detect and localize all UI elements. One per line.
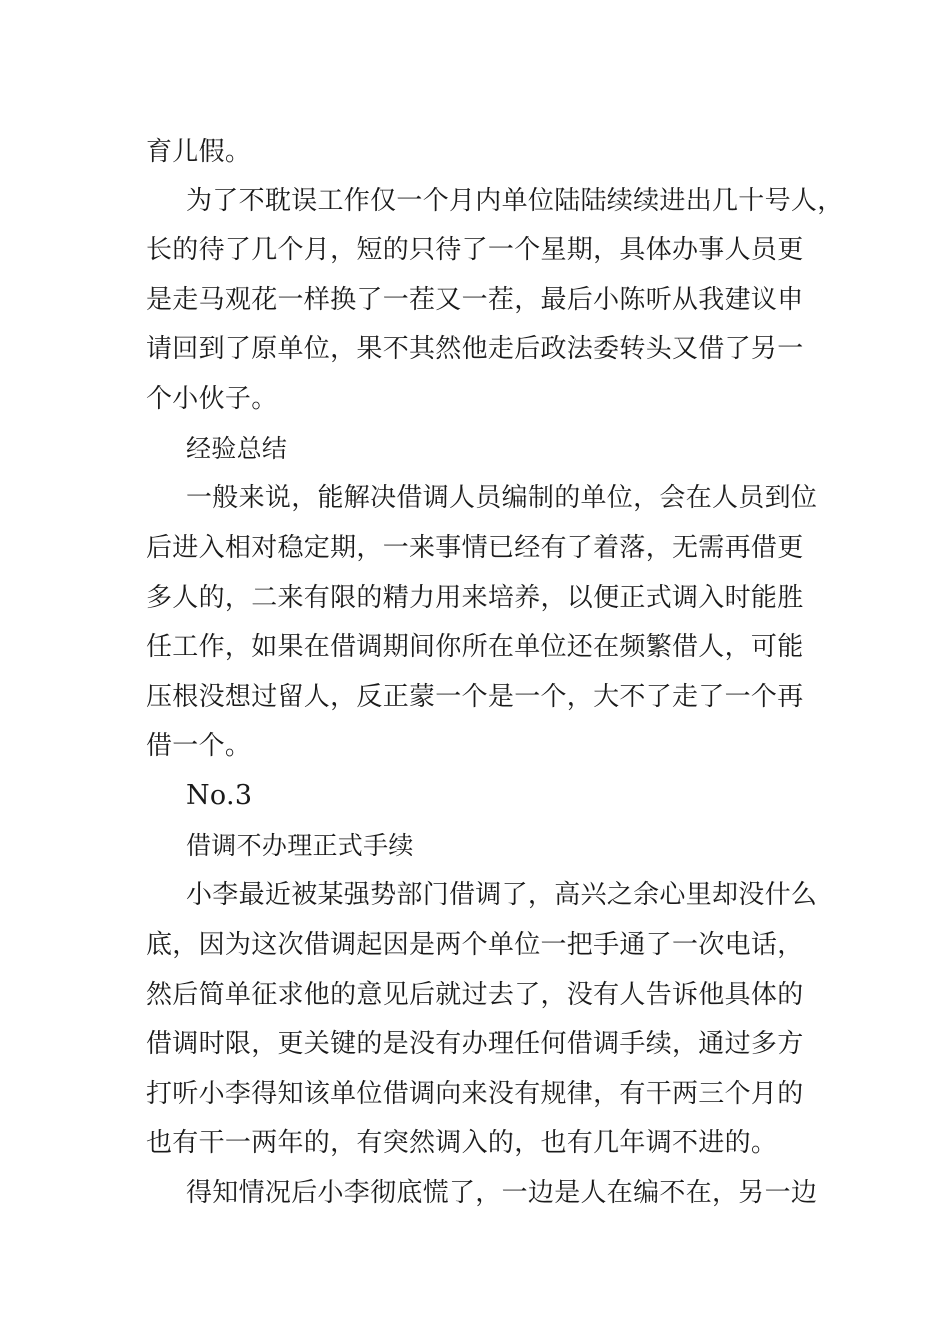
section-heading: 借调不办理正式手续 [186, 831, 414, 860]
text-line: 育儿假。 [146, 137, 252, 167]
section-heading: 经验总结 [186, 434, 288, 463]
text-line: 长的待了几个月，短的只待了一个星期，具体办事人员更 [146, 235, 804, 265]
text-line: 为了不耽误工作仅一个月内单位陆陆续续进出几十号人， [186, 186, 844, 216]
text-line: 小李最近被某强势部门借调了，高兴之余心里却没什么 [186, 880, 818, 910]
text-line: 个小伙子。 [146, 384, 278, 414]
text-line: 是走马观花一样换了一茬又一茬，最后小陈听从我建议申 [146, 285, 804, 315]
text-line: 任工作，如果在借调期间你所在单位还在频繁借人，可能 [146, 632, 804, 662]
text-line: 请回到了原单位，果不其然他走后政法委转头又借了另一 [146, 334, 804, 364]
text-line: 后进入相对稳定期，一来事情已经有了着落，无需再借更 [146, 533, 804, 563]
text-line: 借调时限，更关键的是没有办理任何借调手续，通过多方 [146, 1029, 804, 1059]
text-line: 借一个。 [146, 731, 252, 761]
text-line: 得知情况后小李彻底慌了，一边是人在编不在，另一边 [186, 1178, 818, 1208]
text-line: 多人的，二来有限的精力用来培养，以便正式调入时能胜 [146, 583, 804, 613]
text-line: 压根没想过留人，反正蒙一个是一个，大不了走了一个再 [146, 682, 804, 712]
section-number: No.3 [186, 780, 253, 811]
text-line: 打听小李得知该单位借调向来没有规律，有干两三个月的 [146, 1079, 804, 1109]
text-line: 底，因为这次借调起因是两个单位一把手通了一次电话， [146, 930, 804, 960]
text-line: 也有干一两年的，有突然调入的，也有几年调不进的。 [146, 1128, 778, 1158]
text-line: 然后简单征求他的意见后就过去了，没有人告诉他具体的 [146, 980, 804, 1010]
text-line: 一般来说，能解决借调人员编制的单位，会在人员到位 [186, 483, 818, 513]
